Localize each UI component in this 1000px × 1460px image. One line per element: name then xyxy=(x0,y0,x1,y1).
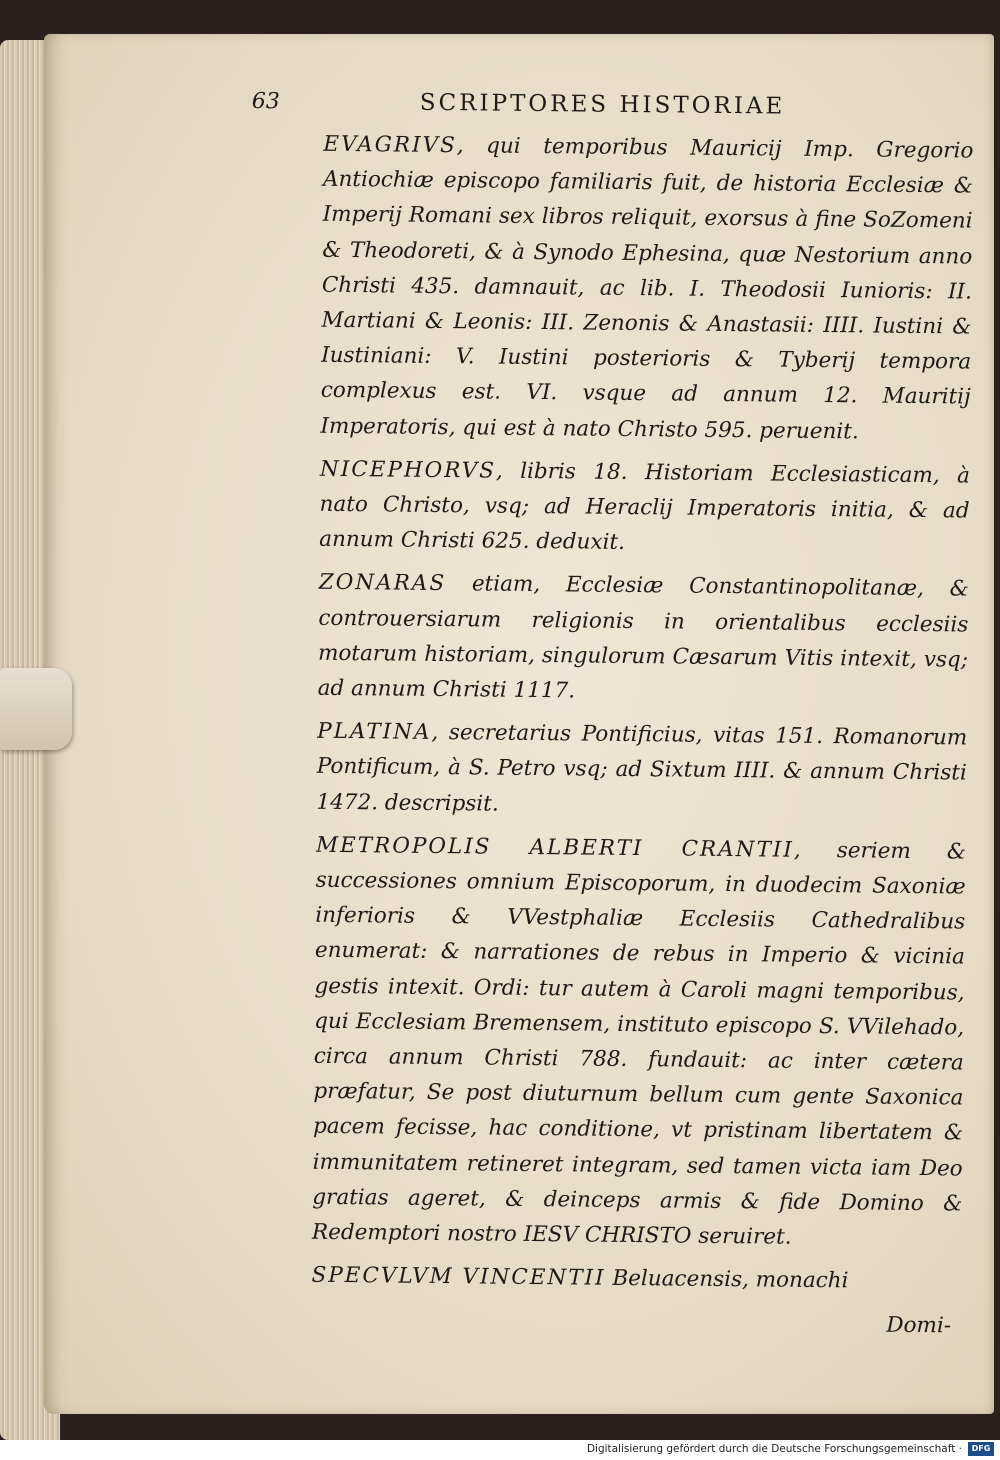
entry-lead: EVAGRIVS xyxy=(323,131,457,159)
entry-text: , seriem & successiones omnium Episcoporum, in duodecim Saxoniæ inferioris & VVestphaliæ Ecclesiis Cathedralibus enumerat: & narrationes de rebus in Imperio & vicinia gestis intexit. Ordi: tur autem à Caroli magni temporibus, qui Ecclesiam Bremensem, instituto episcopo S. VVilehado, circa annum Christi 788. fundauit: ac inter cætera præfatur, Se post diuturnum bellum cum gente Saxonica pacem fecisse, hac conditione, vt pristinam libertatem & immunitatem retineret integram, sed tamen victa iam Deo gratias ageret, & deinceps armis & fide Domino & Redemptori nostro IESV CHRISTO seruiret. xyxy=(311,837,967,1250)
entry-lead: SPECVLVM VINCENTII xyxy=(311,1262,606,1292)
page-number: 63 xyxy=(251,88,280,115)
running-title: SCRIPTORES HISTORIAE xyxy=(419,89,786,120)
entry-text: , qui temporibus Mauricij Imp. Gregorio Antiochiæ episcopo familiaris fuit, de historia Ecclesiæ & Imperij Romani sex libros reliquit, exorsus à fine SoZomeni & Theodoreti, & à Synodo Ephesina, quæ Nestorium anno Christi 435. damnauit, ac lib. I. Theodosii Iunioris: II. Martiani & Leonis: III. Zenonis & Anastasii: IIII. Iustini & Iustiniani: V. Iustini posterioris & Tyberij tempora complexus est. VI. vsque ad annum 12. Mauritij Imperatoris, qui est à nato Christo 595. peruenit. xyxy=(320,133,974,444)
entry-lead: NICEPHORVS xyxy=(319,456,497,484)
entry-speculum xyxy=(239,1257,961,1300)
footer-bar xyxy=(0,1440,1000,1460)
catchword: Domi- xyxy=(886,1312,952,1338)
entry-lead: ZONARAS xyxy=(318,570,447,597)
entry-lead: METROPOLIS ALBERTI CRANTII xyxy=(315,832,794,863)
entry-lead: PLATINA xyxy=(317,718,432,746)
entry-metropolis xyxy=(240,827,966,1257)
entry-nicephorus xyxy=(247,451,970,564)
entry-text: Beluacensis, monachi xyxy=(605,1266,849,1294)
entry-zonaras xyxy=(245,564,968,712)
dfg-logo-icon: DFG xyxy=(968,1442,994,1456)
page-header xyxy=(252,84,974,128)
entry-evagrius xyxy=(248,126,973,450)
entry-text: , secretarius Pontificius, vitas 151. Romanorum Pontificum, à S. Petro vsq; ad Sixtum IIII. & annum Christi 1472. descripsit. xyxy=(316,720,968,817)
entry-text: etiam, Ecclesiæ Constantinopolitanæ, & controuersiarum religionis in orientalibus ecclesiis motarum historiam, singulorum Cæsarum Vitis intexit, vsq; ad annum Christi 1117. xyxy=(317,571,969,704)
page-text-block xyxy=(239,84,974,1343)
entry-text: , libris 18. Historiam Ecclesiasticam, à nato Christo, vsq; ad Heraclij Imperatoris initia, & ad annum Christi 625. deduxit. xyxy=(319,458,971,556)
page-tab-marker xyxy=(0,668,72,750)
entry-platina xyxy=(244,713,967,826)
funding-credit: Digitalisierung gefördert durch die Deutsche Forschungsgemeinschaft · xyxy=(586,1443,962,1455)
